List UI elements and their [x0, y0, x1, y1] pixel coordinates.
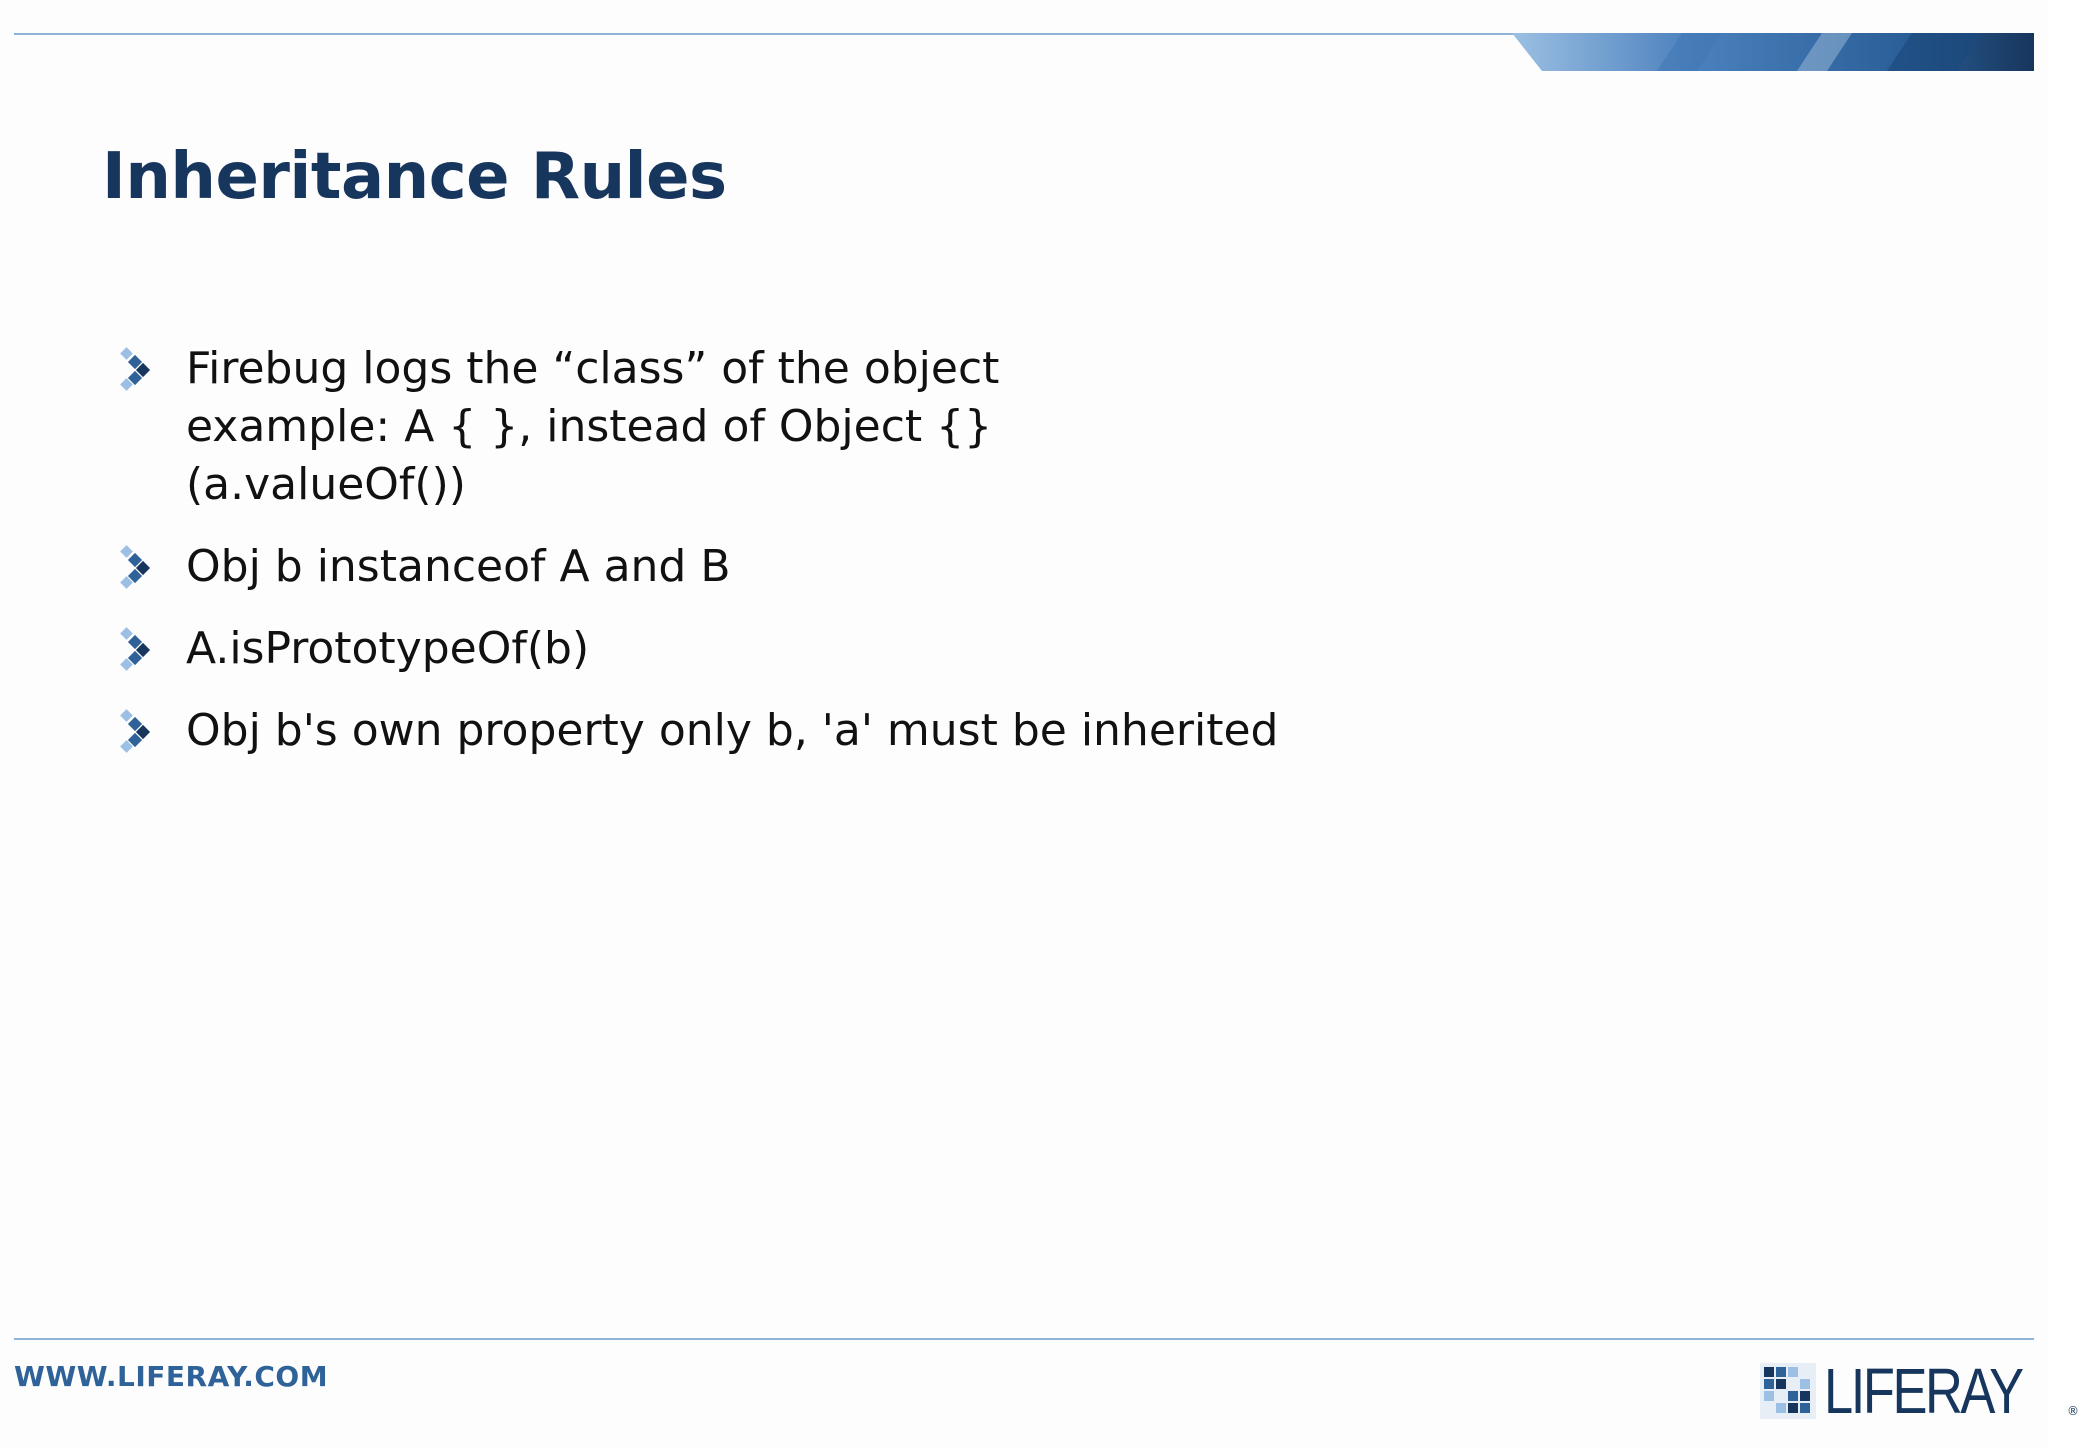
footer-url: WWW.LIFERAY.COM [14, 1360, 329, 1393]
registered-mark: ® [2067, 1404, 2079, 1418]
bullet-item [120, 340, 1920, 514]
chevron-right-icon [120, 709, 154, 753]
chevron-right-icon [120, 545, 154, 589]
bullet-item [120, 620, 1920, 678]
bullet-text: Obj b's own property only b, 'a' must be inherited [186, 705, 1279, 756]
chevron-right-icon [120, 347, 154, 391]
bullet-text: (a.valueOf()) [186, 459, 466, 510]
chevron-right-icon [120, 627, 154, 671]
bullet-item [120, 702, 1920, 760]
liferay-logo-mark-icon [1760, 1363, 1816, 1419]
bottom-divider [14, 1338, 2034, 1340]
bullet-text: Obj b instanceof A and B [186, 541, 731, 592]
bullet-text: A.isPrototypeOf(b) [186, 623, 590, 674]
liferay-logo [1760, 1355, 2079, 1427]
bullet-text: example: A { }, instead of Object {} [186, 401, 993, 452]
bullet-text: Firebug logs the “class” of the object [186, 343, 1000, 394]
bullet-list [120, 340, 1920, 784]
bullet-item [120, 538, 1920, 596]
liferay-logo-text: LIFERAY [1824, 1355, 2022, 1427]
header-decoration-band [1512, 33, 2034, 71]
slide-title: Inheritance Rules [102, 140, 727, 214]
